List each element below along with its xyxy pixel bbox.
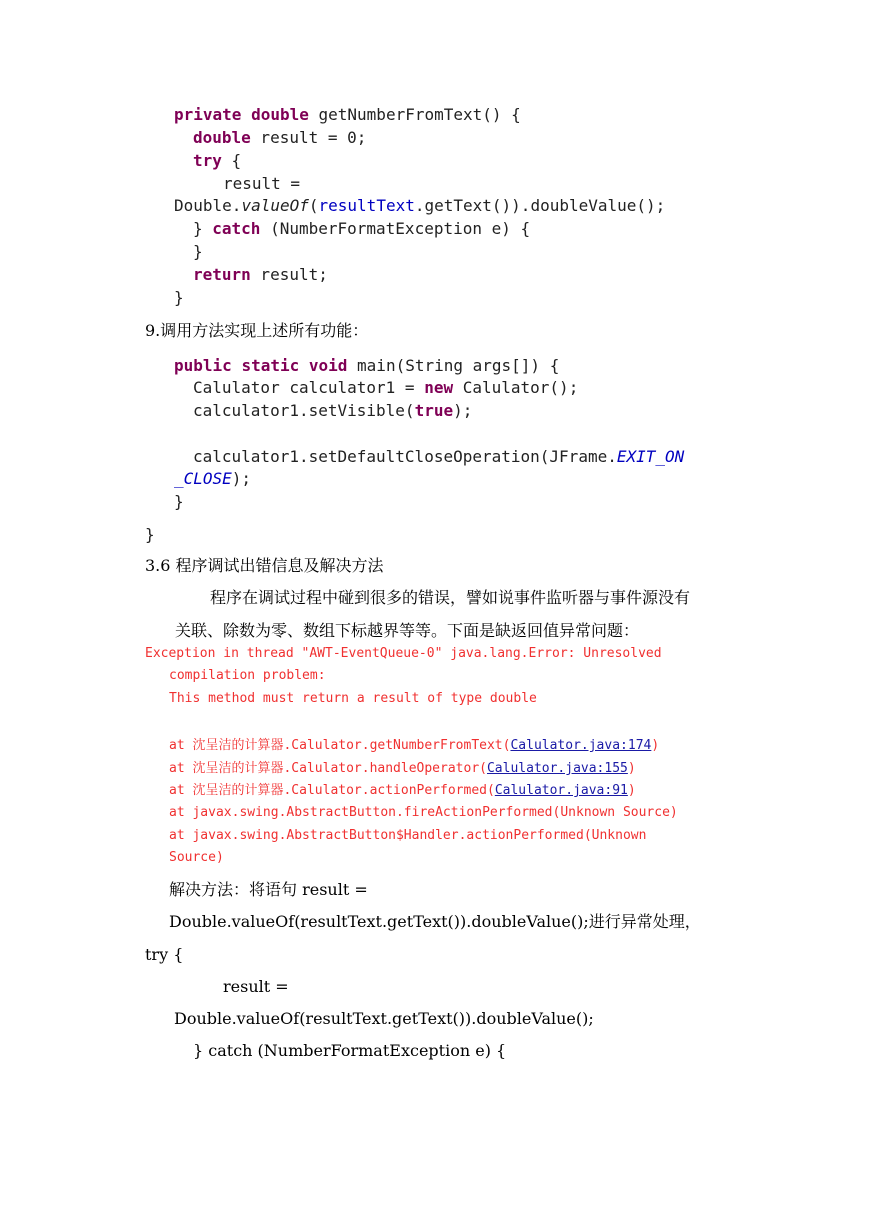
error-line-exception: Exception in thread "AWT-EventQueue-0" java.lang.Error: Unresolved bbox=[145, 646, 662, 661]
code-line-close-class: } bbox=[145, 525, 155, 544]
stack-trace-line: Source) bbox=[169, 850, 224, 865]
source-link[interactable]: Calulator.java:155 bbox=[486, 761, 628, 776]
code-text: { bbox=[221, 151, 242, 170]
source-link[interactable]: Calulator.java:174 bbox=[510, 738, 652, 753]
keyword-return: return bbox=[193, 265, 251, 284]
stack-trace-line bbox=[169, 762, 636, 775]
static-method-valueof: valueOf bbox=[241, 196, 309, 215]
code-text: ); bbox=[231, 469, 252, 488]
error-line-compilation: compilation problem: bbox=[169, 668, 326, 683]
error-line-message: This method must return a result of type double bbox=[169, 691, 537, 706]
keyword-catch: catch bbox=[212, 219, 261, 238]
code-text: calculator1.setDefaultCloseOperation(JFrame. bbox=[193, 447, 617, 466]
keyword-new: new bbox=[424, 378, 454, 397]
code-line-return bbox=[193, 267, 328, 283]
code-text: ); bbox=[453, 401, 473, 420]
field-resulttext: resultText bbox=[318, 196, 415, 215]
stack-trace-text: ) bbox=[627, 783, 636, 798]
stack-trace-text: at 沈呈洁的计算器.Calulator.getNumberFromText( bbox=[169, 738, 511, 753]
keyword-true: true bbox=[414, 401, 454, 420]
code-line-method-signature bbox=[174, 107, 521, 123]
code-line-catch bbox=[193, 221, 530, 237]
keyword-void: void bbox=[308, 356, 348, 375]
keyword-double: double bbox=[193, 128, 251, 147]
code-line-main-signature bbox=[174, 358, 559, 374]
section-title: 3.6 程序调试出错信息及解决方法 bbox=[145, 556, 384, 575]
stack-trace-line bbox=[169, 739, 659, 752]
code-line-declare-result bbox=[193, 130, 366, 146]
solution-line3: try { bbox=[145, 945, 184, 964]
step-heading: 9.调用方法实现上述所有功能： bbox=[145, 321, 369, 340]
code-line-set-visible bbox=[193, 403, 472, 419]
code-text: Calulator(); bbox=[453, 378, 579, 397]
stack-trace-line: at javax.swing.AbstractButton.fireActionPerformed(Unknown Source) bbox=[169, 805, 678, 820]
keyword-double: double bbox=[251, 105, 309, 124]
constant-exit-on-close-cont: _CLOSE bbox=[174, 469, 232, 488]
code-text: (NumberFormatException e) { bbox=[260, 219, 531, 238]
solution-line6: } catch (NumberFormatException e) { bbox=[193, 1041, 507, 1060]
code-line-close-method: } bbox=[174, 288, 184, 307]
source-link[interactable]: Calulator.java:91 bbox=[494, 783, 628, 798]
stack-trace-line bbox=[169, 784, 636, 797]
stack-trace-text: at 沈呈洁的计算器.Calulator.actionPerformed( bbox=[169, 783, 495, 798]
section-paragraph-line2: 关联、除数为零、数组下标越界等等。下面是缺返回值异常问题： bbox=[175, 621, 640, 640]
code-text: main(String args[]) { bbox=[347, 356, 560, 375]
stack-trace-text: at 沈呈洁的计算器.Calulator.handleOperator( bbox=[169, 761, 487, 776]
method-name: getNumberFromText() { bbox=[308, 105, 521, 124]
solution-line5: Double.valueOf(resultText.getText()).doubleValue(); bbox=[174, 1009, 594, 1028]
code-text: result; bbox=[250, 265, 328, 284]
keyword-static: static bbox=[241, 356, 300, 375]
code-text: result = 0; bbox=[250, 128, 367, 147]
code-text: } bbox=[193, 219, 213, 238]
keyword-public: public bbox=[174, 356, 232, 375]
solution-line4: result = bbox=[223, 977, 289, 996]
keyword-try: try bbox=[193, 151, 222, 170]
code-line-set-close-operation bbox=[193, 449, 684, 465]
code-line-close-catch: } bbox=[193, 242, 203, 261]
stack-trace-line: at javax.swing.AbstractButton$Handler.actionPerformed(Unknown bbox=[169, 828, 647, 843]
solution-line2: Double.valueOf(resultText.getText()).doubleValue();进行异常处理， bbox=[169, 912, 701, 931]
keyword-private: private bbox=[174, 105, 242, 124]
code-text: calculator1.setVisible( bbox=[193, 401, 415, 420]
code-line-new-calculator bbox=[193, 380, 578, 396]
code-text: .getText()).doubleValue(); bbox=[414, 196, 666, 215]
stack-trace-text: ) bbox=[627, 761, 636, 776]
constant-exit-on-close: EXIT_ON bbox=[616, 447, 685, 466]
code-line-parse-double bbox=[174, 198, 665, 214]
code-text: Calulator calculator1 = bbox=[193, 378, 425, 397]
solution-line1: 解决方法：将语句 result = bbox=[169, 880, 368, 899]
stack-trace-text: ) bbox=[651, 738, 660, 753]
code-line-close-main: } bbox=[174, 492, 184, 511]
code-text: Double. bbox=[174, 196, 242, 215]
section-paragraph-line1: 程序在调试过程中碰到很多的错误，譬如说事件监听器与事件源没有 bbox=[210, 588, 691, 607]
code-line-assign-result: result = bbox=[223, 174, 301, 193]
code-line-try bbox=[193, 153, 241, 169]
code-line-set-close-operation-cont bbox=[174, 471, 251, 487]
code-text: ( bbox=[308, 196, 319, 215]
